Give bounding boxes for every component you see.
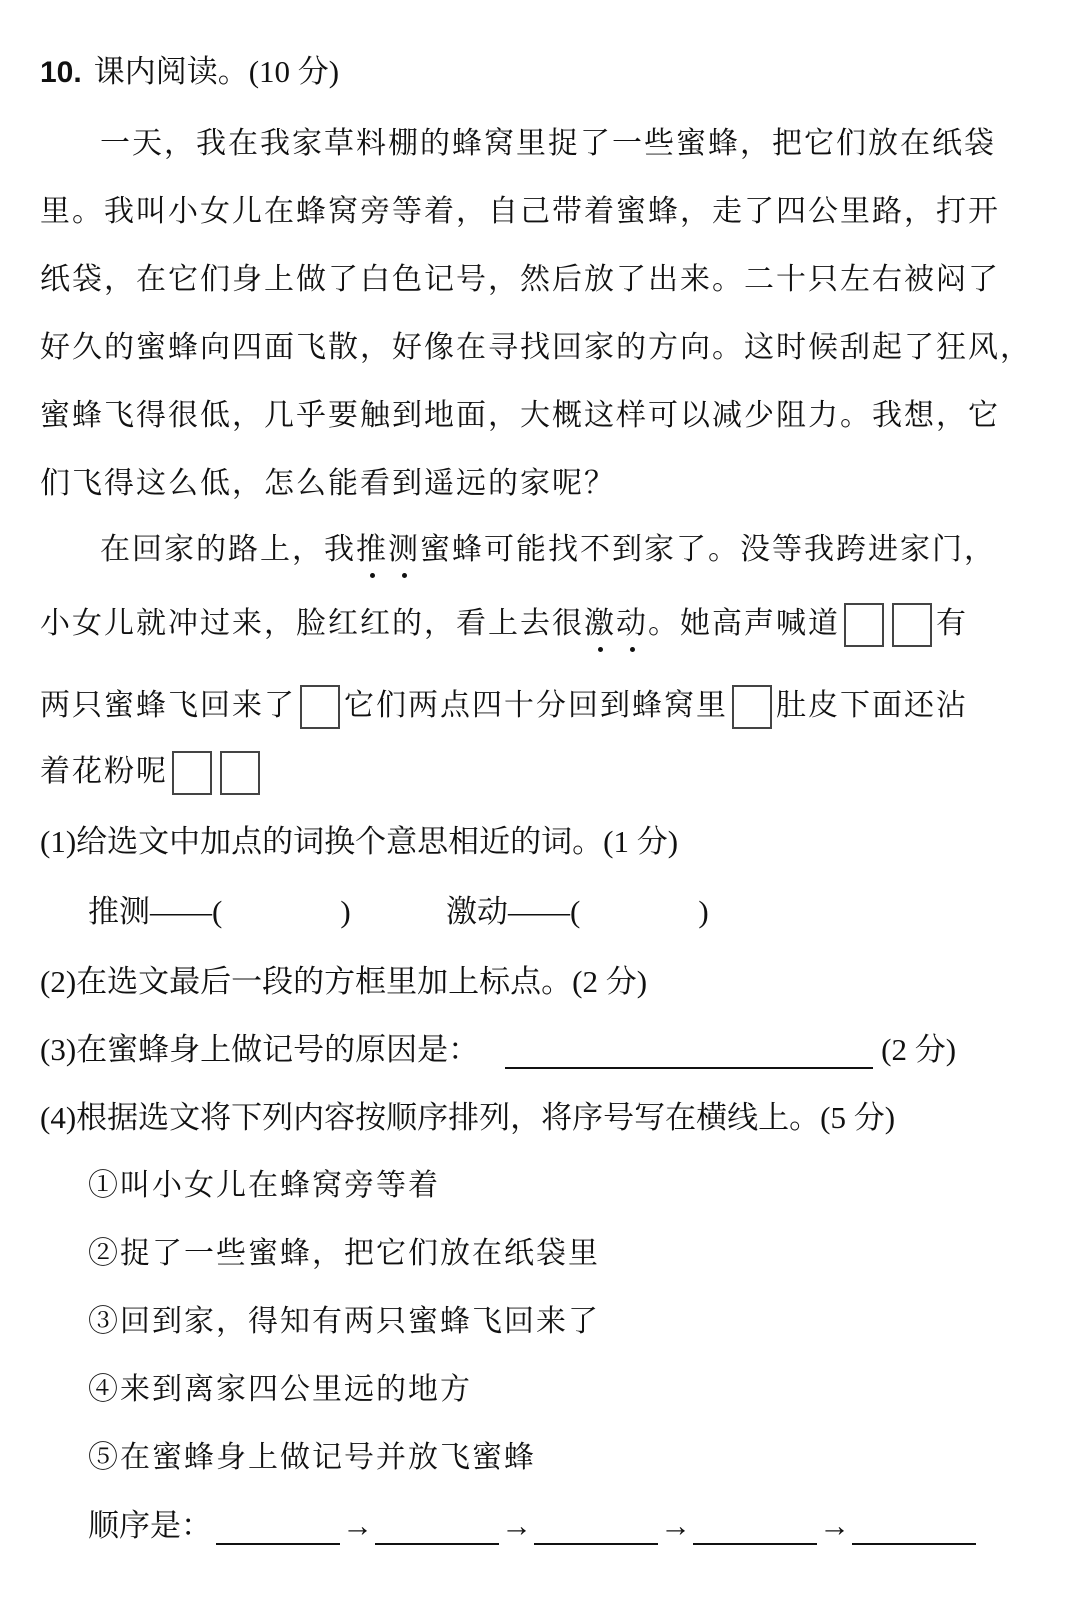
dotted-char: 激 [584,598,616,642]
order-blank[interactable] [693,1513,817,1545]
synonym-label: 推测——( [88,894,223,929]
passage-line: 一天，我在我家草料棚的蜂窝里捉了一些蜜蜂，把它们放在纸袋 [100,126,996,161]
order-blank[interactable] [216,1513,340,1545]
arrow-icon: → [342,1508,373,1543]
question-header [40,46,339,91]
passage-line [40,680,968,729]
punctuation-box[interactable] [220,751,260,795]
option-item: ③回到家，得知有两只蜜蜂飞回来了 [88,1304,600,1339]
order-label: 顺序是： [88,1508,212,1543]
text-segment: 蜜蜂可能找不到家了。没等我跨进家门， [420,532,996,567]
synonym-close: ) [698,894,709,929]
text-segment: 两只蜜蜂飞回来了 [40,688,296,723]
punctuation-box[interactable] [844,603,884,647]
sub-question-4: (4)根据选文将下列内容按顺序排列，将序号写在横线上。(5 分) [40,1100,896,1135]
text-segment: 肚皮下面还沾 [776,688,968,723]
synonym-item-2 [446,886,709,931]
text-segment: 它们两点四十分回到蜂窝里 [344,688,728,723]
question-title: 课内阅读。(10 分) [93,54,340,89]
text-segment: 在回家的路上，我 [100,532,356,567]
dotted-char: 测 [388,524,420,568]
answer-line[interactable] [505,1037,873,1069]
punctuation-box[interactable] [300,685,340,729]
arrow-icon: → [501,1508,532,1543]
order-row [88,1500,976,1545]
option-item: ②捉了一些蜜蜂，把它们放在纸袋里 [88,1236,600,1271]
dotted-char: 推 [356,524,388,568]
passage-line [40,746,264,795]
arrow-icon: → [660,1508,691,1543]
text-segment: 有 [936,606,968,641]
synonym-label: 激动——( [446,894,581,929]
question-number: 10. [40,56,82,89]
passage-line: 们飞得这么低，怎么能看到遥远的家呢？ [40,466,616,501]
order-blank[interactable] [534,1513,658,1545]
sub-question-3 [40,1024,956,1069]
passage-line [100,524,996,568]
passage-line: 纸袋，在它们身上做了白色记号，然后放了出来。二十只左右被闷了 [40,262,1000,297]
punctuation-box[interactable] [732,685,772,729]
text-segment: 。她高声喊道 [648,606,840,641]
order-blank[interactable] [375,1513,499,1545]
sub-question-1: (1)给选文中加点的词换个意思相近的词。(1 分) [40,824,679,859]
passage-line: 好久的蜜蜂向四面飞散，好像在寻找回家的方向。这时候刮起了狂风， [40,330,1032,365]
sub-question-2: (2)在选文最后一段的方框里加上标点。(2 分) [40,964,648,999]
text-segment: 小女儿就冲过来，脸红红的，看上去很 [40,606,584,641]
score-label: (2 分) [881,1032,957,1067]
option-item: ④来到离家四公里远的地方 [88,1372,472,1407]
punctuation-box[interactable] [172,751,212,795]
order-blank[interactable] [852,1513,976,1545]
passage-line: 里。我叫小女儿在蜂窝旁等着，自己带着蜜蜂，走了四公里路，打开 [40,194,1000,229]
punctuation-box[interactable] [892,603,932,647]
option-item: ①叫小女儿在蜂窝旁等着 [88,1168,440,1203]
dotted-char: 动 [616,598,648,642]
sub-question-3-text: (3)在蜜蜂身上做记号的原因是： [40,1032,480,1067]
synonym-close: ) [340,894,351,929]
passage-line: 蜜蜂飞得很低，几乎要触到地面，大概这样可以减少阻力。我想，它 [40,398,1000,433]
text-segment: 着花粉呢 [40,754,168,789]
passage-line [40,598,968,647]
synonym-item-1 [88,886,351,931]
option-item: ⑤在蜜蜂身上做记号并放飞蜜蜂 [88,1440,536,1475]
arrow-icon: → [819,1508,850,1543]
